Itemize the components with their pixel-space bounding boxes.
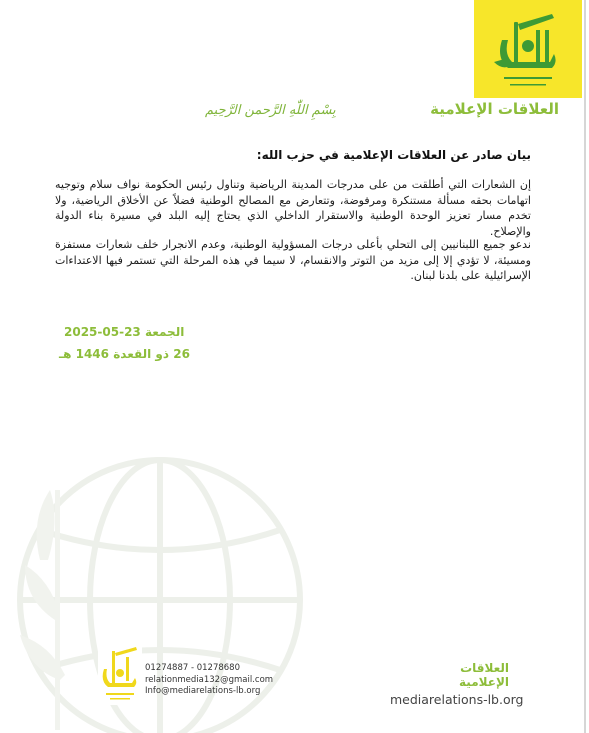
footer-website-link[interactable]: mediarelations-lb.org [390,692,524,707]
department-title: العلاقات الإعلامية [430,100,559,118]
contact-email-gmail[interactable]: relationmedia132@gmail.com [145,674,274,685]
date-hijri: 26 ذو القعدة 1446 هـ [59,347,190,361]
party-emblem-icon [474,0,582,98]
statement-paragraph-2: ندعو جميع اللبنانيين إلى التحلي بأعلى درجات المسؤولية الوطنية، وعدم الانجرار خلف شعارات مستفزة ومسيئة، لا تؤدي إلا إلى مزيد من التوتر والانقسام، لا سيما في هذه المرحلة التي تستمر فيها الاعتداءات الإسرائيلية على بلدنا لبنان. [55,238,531,282]
footer-brand-line1: العلاقات [460,661,509,675]
basmala: بِسْمِ اللّٰهِ الرَّحمن الرَّحِيم [205,103,336,118]
footer-brand-line2: الإعلامية [459,675,509,689]
date-gregorian: الجمعة 23-05-2025 [64,325,185,339]
contact-phone: 01274887 - 01278680 [145,663,240,673]
statement-paragraph-1: إن الشعارات التي أطلقت من على مدرجات المدينة الرياضية وتناول رئيس الحكومة نواف سلام وتوجيه اتهامات بحقه مسألة مستنكرة ومرفوضة، وتتعارض مع المصالح الوطنية فضلاً عن الأخلاق الرياضية، ولا تخدم مسار تعزيز الوحدة الوطنية والاستقرار الداخلي الذي يحتاج إليه البلد في مسيرة بناء الدولة والإصلاح. [55,178,531,238]
statement-title: بيان صادر عن العلاقات الإعلامية في حزب الله: [256,148,531,162]
footer-brand [459,661,509,689]
header-logo [474,0,582,98]
party-emblem-icon [98,645,142,705]
page-edge-divider [584,0,586,733]
contact-email-site[interactable]: Info@mediarelations-lb.org [145,686,261,696]
contact-info [145,663,273,698]
